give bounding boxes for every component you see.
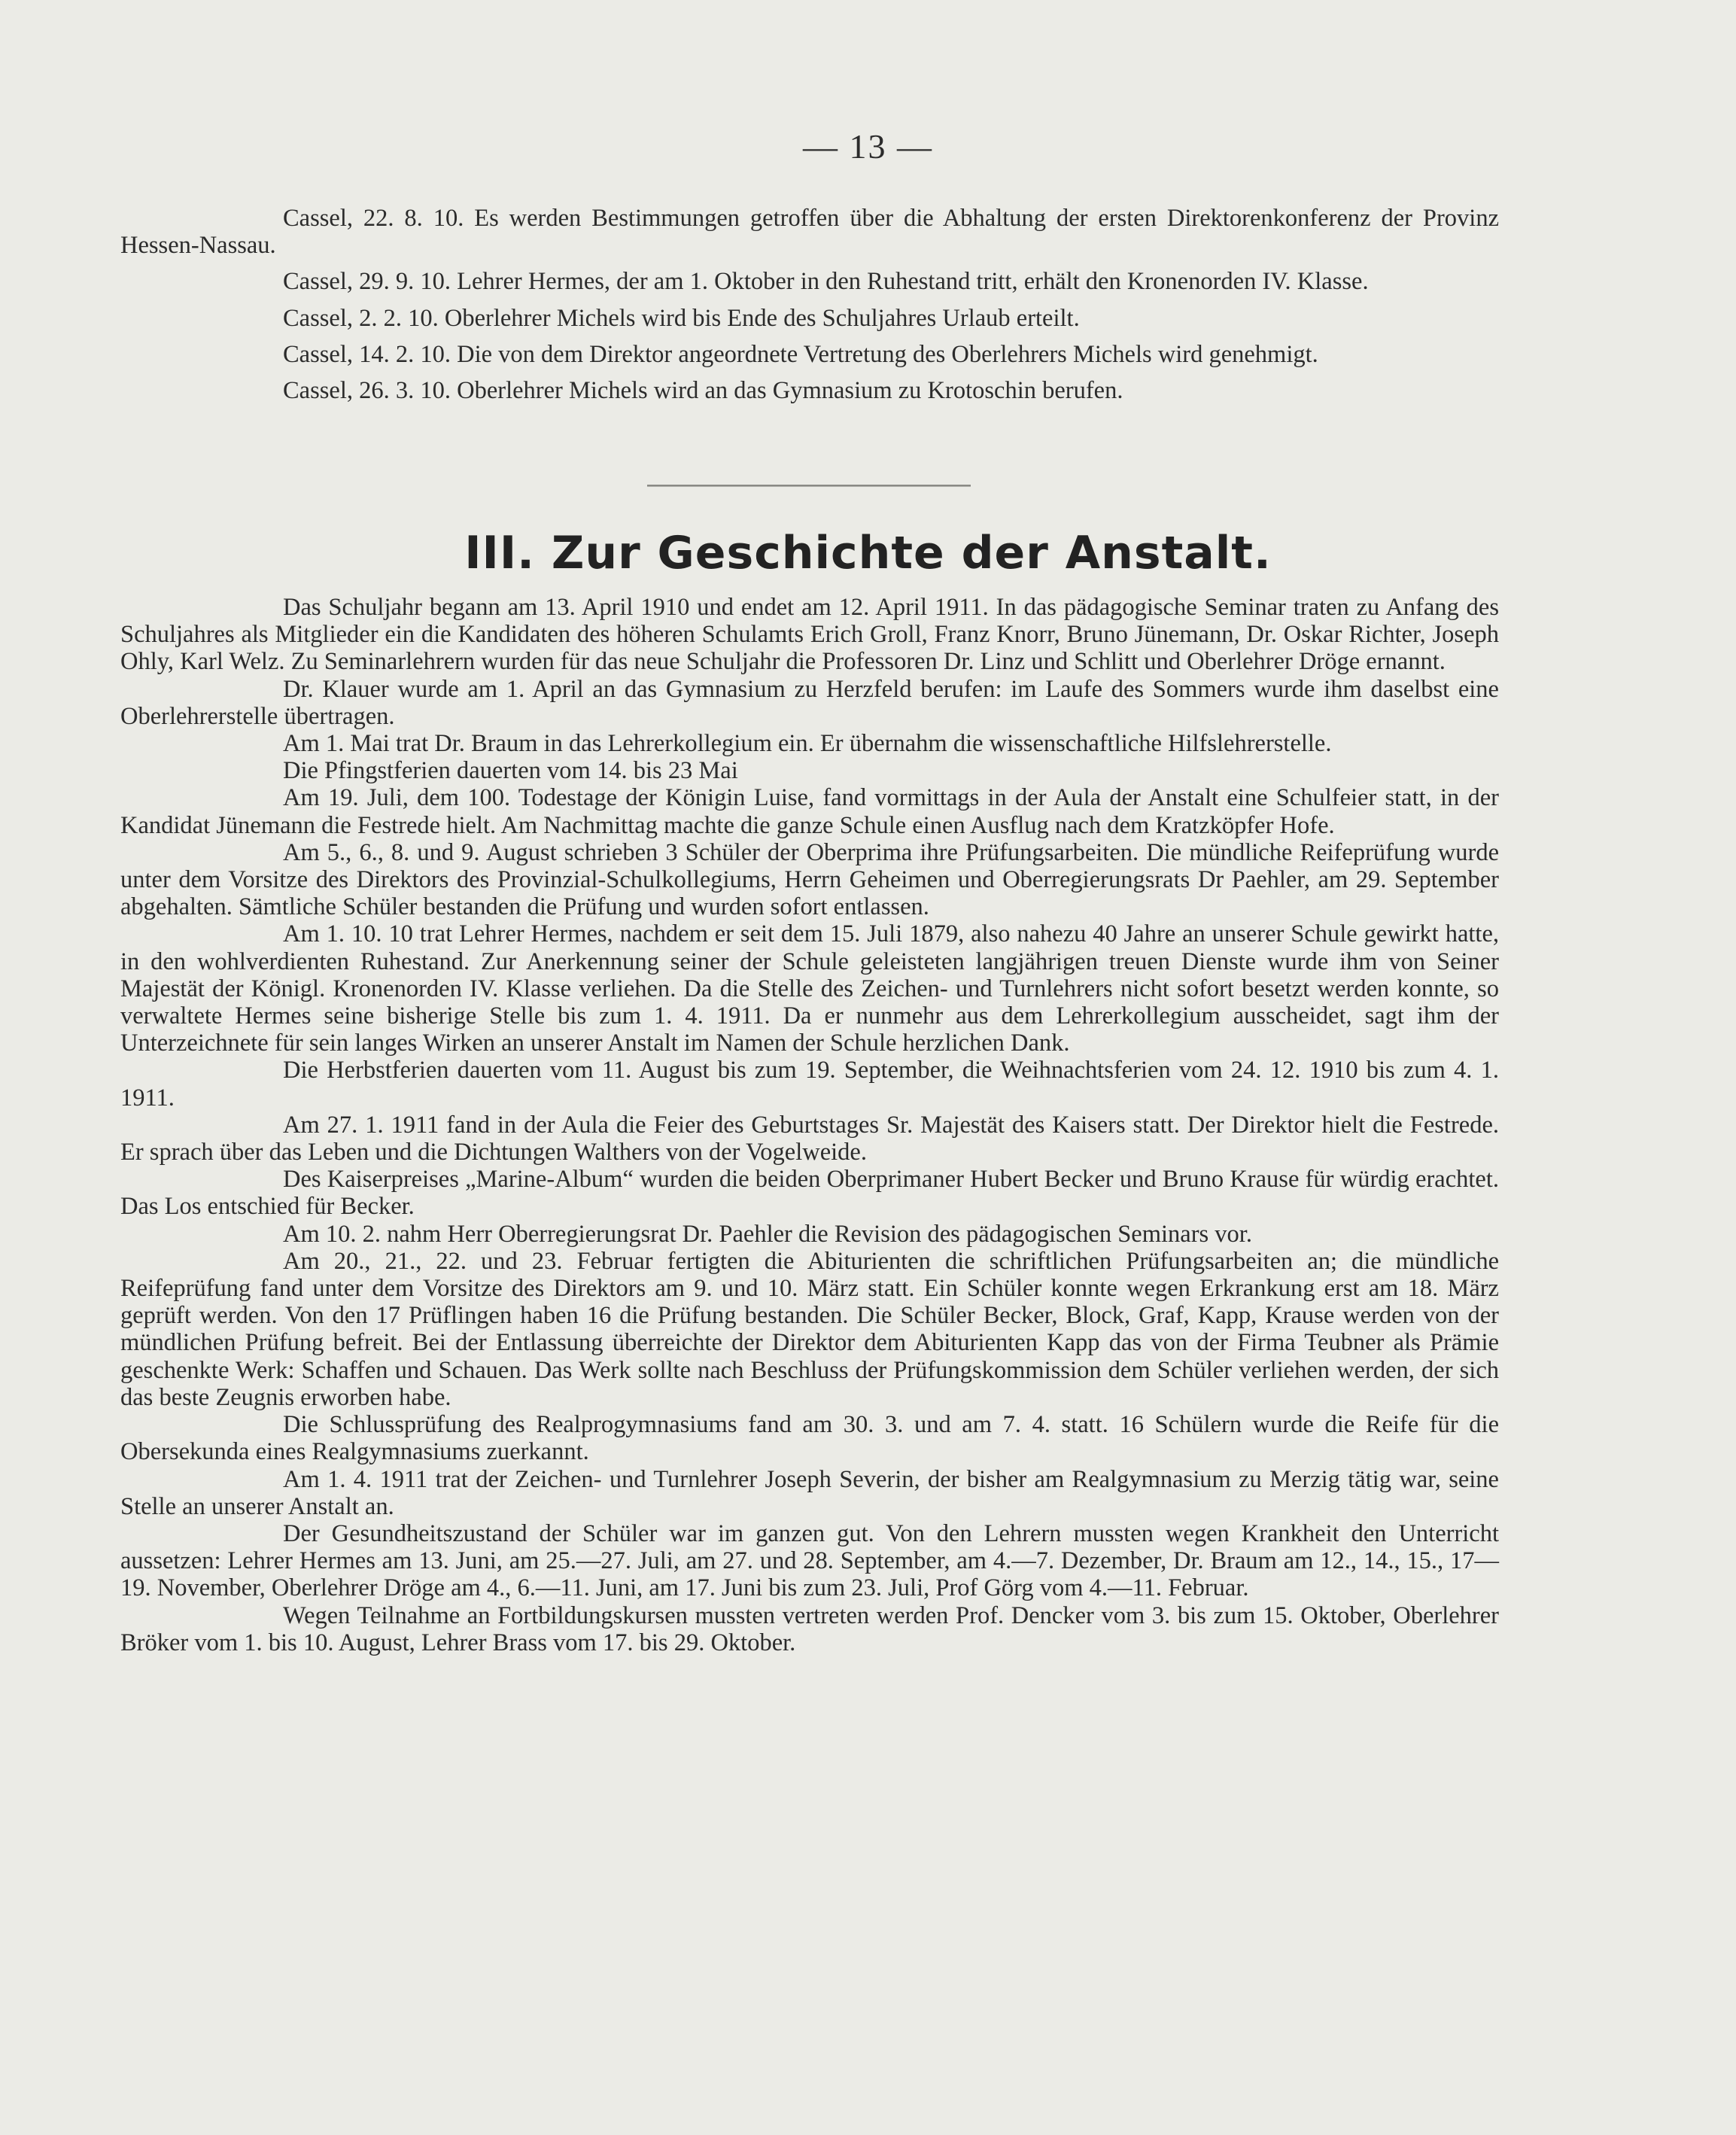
chronicle-paragraph: Am 20., 21., 22. und 23. Februar fertigten die Abiturienten die schriftlichen Prüfungsarbeiten an; die mündliche Reifeprüfung fand unter dem Vorsitze des Direktors am 9. und 10. März statt. Ein Schüler konnte wegen Erkrankung erst am 18. März geprüft werden. Von den 17 Prüflingen haben 16 die Prüfung bestanden. Die Schüler Becker, Block, Graf, Kapp, Krause werden von der mündlichen Prüfung befreit. Bei der Entlassung überreichte der Direktor dem Abiturienten Kapp das von der Firma Teubner als Prämie geschenkte Werk: Schaffen und Schauen. Das Werk sollte nach Beschluss der Prüfungskommission dem Schüler verliehen werden, der sich das beste Zeugnis erworben habe. (120, 1247, 1499, 1411)
chronicle-paragraph: Des Kaiserpreises „Marine-Album“ wurden die beiden Oberprimaner Hubert Becker und Bruno Krause für würdig erachtet. Das Los entschied für Becker. (120, 1166, 1499, 1221)
chronicle-paragraph: Am 19. Juli, dem 100. Todestage der Königin Luise, fand vormittags in der Aula der Anstalt eine Schulfeier statt, in der Kandidat Jünemann die Festrede hielt. Am Nachmittag machte die ganze Schule einen Ausflug nach dem Kratzköpfer Hofe. (120, 784, 1499, 839)
decree-entry: Cassel, 22. 8. 10. Es werden Bestimmungen getroffen über die Abhaltung der ersten Direktorenkonferenz der Provinz Hessen-Nassau. (120, 205, 1499, 260)
section-heading: III. Zur Geschichte der Anstalt. (464, 527, 1272, 579)
section-divider (647, 485, 971, 487)
chronicle-body (120, 594, 1499, 1656)
chronicle-paragraph: Die Herbstferien dauerten vom 11. August bis zum 19. September, die Weihnachtsferien vom 24. 12. 1910 bis zum 4. 1. 1911. (120, 1057, 1499, 1112)
page-number: — 13 — (803, 127, 933, 166)
chronicle-paragraph: Am 27. 1. 1911 fand in der Aula die Feier des Geburtstages Sr. Majestät des Kaisers statt. Der Direktor hielt die Festrede. Er sprach über das Leben und die Dichtungen Walthers von der Vogelweide. (120, 1111, 1499, 1166)
decree-entry: Cassel, 29. 9. 10. Lehrer Hermes, der am 1. Oktober in den Ruhestand tritt, erhält den Kronenorden IV. Klasse. (283, 268, 1369, 296)
decree-entry: Cassel, 26. 3. 10. Oberlehrer Michels wird an das Gymnasium zu Krotoschin berufen. (283, 377, 1123, 405)
chronicle-paragraph: Am 1. 4. 1911 trat der Zeichen- und Turnlehrer Joseph Severin, der bisher am Realgymnasium zu Merzig tätig war, seine Stelle an unserer Anstalt an. (120, 1465, 1499, 1520)
decree-list (120, 205, 1499, 413)
chronicle-paragraph: Dr. Klauer wurde am 1. April an das Gymnasium zu Herzfeld berufen: im Laufe des Sommers wurde ihm daselbst eine Oberlehrerstelle übertragen. (120, 675, 1499, 730)
chronicle-paragraph: Am 10. 2. nahm Herr Oberregierungsrat Dr. Paehler die Revision des pädagogischen Seminars vor. (283, 1220, 1252, 1248)
chronicle-paragraph: Die Schlussprüfung des Realprogymnasiums fand am 30. 3. und am 7. 4. statt. 16 Schülern wurde die Reife für die Obersekunda eines Realgymnasiums zuerkannt. (120, 1411, 1499, 1466)
chronicle-paragraph: Der Gesundheitszustand der Schüler war im ganzen gut. Von den Lehrern mussten wegen Krankheit den Unterricht aussetzen: Lehrer Hermes am 13. Juni, am 25.—27. Juli, am 27. und 28. September, am 4.—7. Dezember, Dr. Braum am 12., 14., 15., 17—19. November, Oberlehrer Dröge am 4., 6.—11. Juni, am 17. Juni bis zum 23. Juli, Prof Görg vom 4.—11. Februar. (120, 1519, 1499, 1602)
chronicle-paragraph: Das Schuljahr begann am 13. April 1910 und endet am 12. April 1911. In das pädagogische Seminar traten zu Anfang des Schuljahres als Mitglieder ein die Kandidaten des höheren Schulamts Erich Groll, Franz Knorr, Bruno Jünemann, Dr. Oskar Richter, Joseph Ohly, Karl Welz. Zu Seminarlehrern wurden für das neue Schuljahr die Professoren Dr. Linz und Schlitt und Oberlehrer Dröge ernannt. (120, 594, 1499, 676)
decree-entry: Cassel, 2. 2. 10. Oberlehrer Michels wird bis Ende des Schuljahres Urlaub erteilt. (283, 304, 1080, 332)
chronicle-paragraph: Die Pfingstferien dauerten vom 14. bis 23 Mai (283, 757, 738, 785)
chronicle-paragraph: Am 1. 10. 10 trat Lehrer Hermes, nachdem er seit dem 15. Juli 1879, also nahezu 40 Jahre an unserer Schule gewirkt hatte, in den wohlverdienten Ruhestand. Zur Anerkennung seiner der Schule geleisteten langjährigen treuen Dienste wurde ihm von Seiner Majestät der Königl. Kronenorden IV. Klasse verliehen. Da die Stelle des Zeichen- und Turnlehrers nicht sofort besetzt werden konnte, so verwaltete Hermes seine bisherige Stelle bis zum 1. 4. 1911. Da er nunmehr aus dem Lehrerkollegium ausscheidet, sagt ihm der Unterzeichnete für sein langes Wirken an unserer Anstalt im Namen der Schule herzlichen Dank. (120, 920, 1499, 1057)
decree-entry: Cassel, 14. 2. 10. Die von dem Direktor angeordnete Vertretung des Oberlehrers Michels wird genehmigt. (283, 340, 1318, 368)
chronicle-paragraph: Am 1. Mai trat Dr. Braum in das Lehrerkollegium ein. Er übernahm die wissenschaftliche Hilfslehrerstelle. (283, 730, 1332, 758)
chronicle-paragraph: Wegen Teilnahme an Fortbildungskursen mussten vertreten werden Prof. Dencker vom 3. bis zum 15. Oktober, Oberlehrer Bröker vom 1. bis 10. August, Lehrer Brass vom 17. bis 29. Oktober. (120, 1601, 1499, 1656)
chronicle-paragraph: Am 5., 6., 8. und 9. August schrieben 3 Schüler der Oberprima ihre Prüfungsarbeiten. Die mündliche Reifeprüfung wurde unter dem Vorsitze des Direktors des Provinzial-Schulkollegiums, Herrn Geheimen und Oberregierungsrats Dr Paehler, am 29. September abgehalten. Sämtliche Schüler bestanden die Prüfung und wurden sofort entlassen. (120, 838, 1499, 921)
